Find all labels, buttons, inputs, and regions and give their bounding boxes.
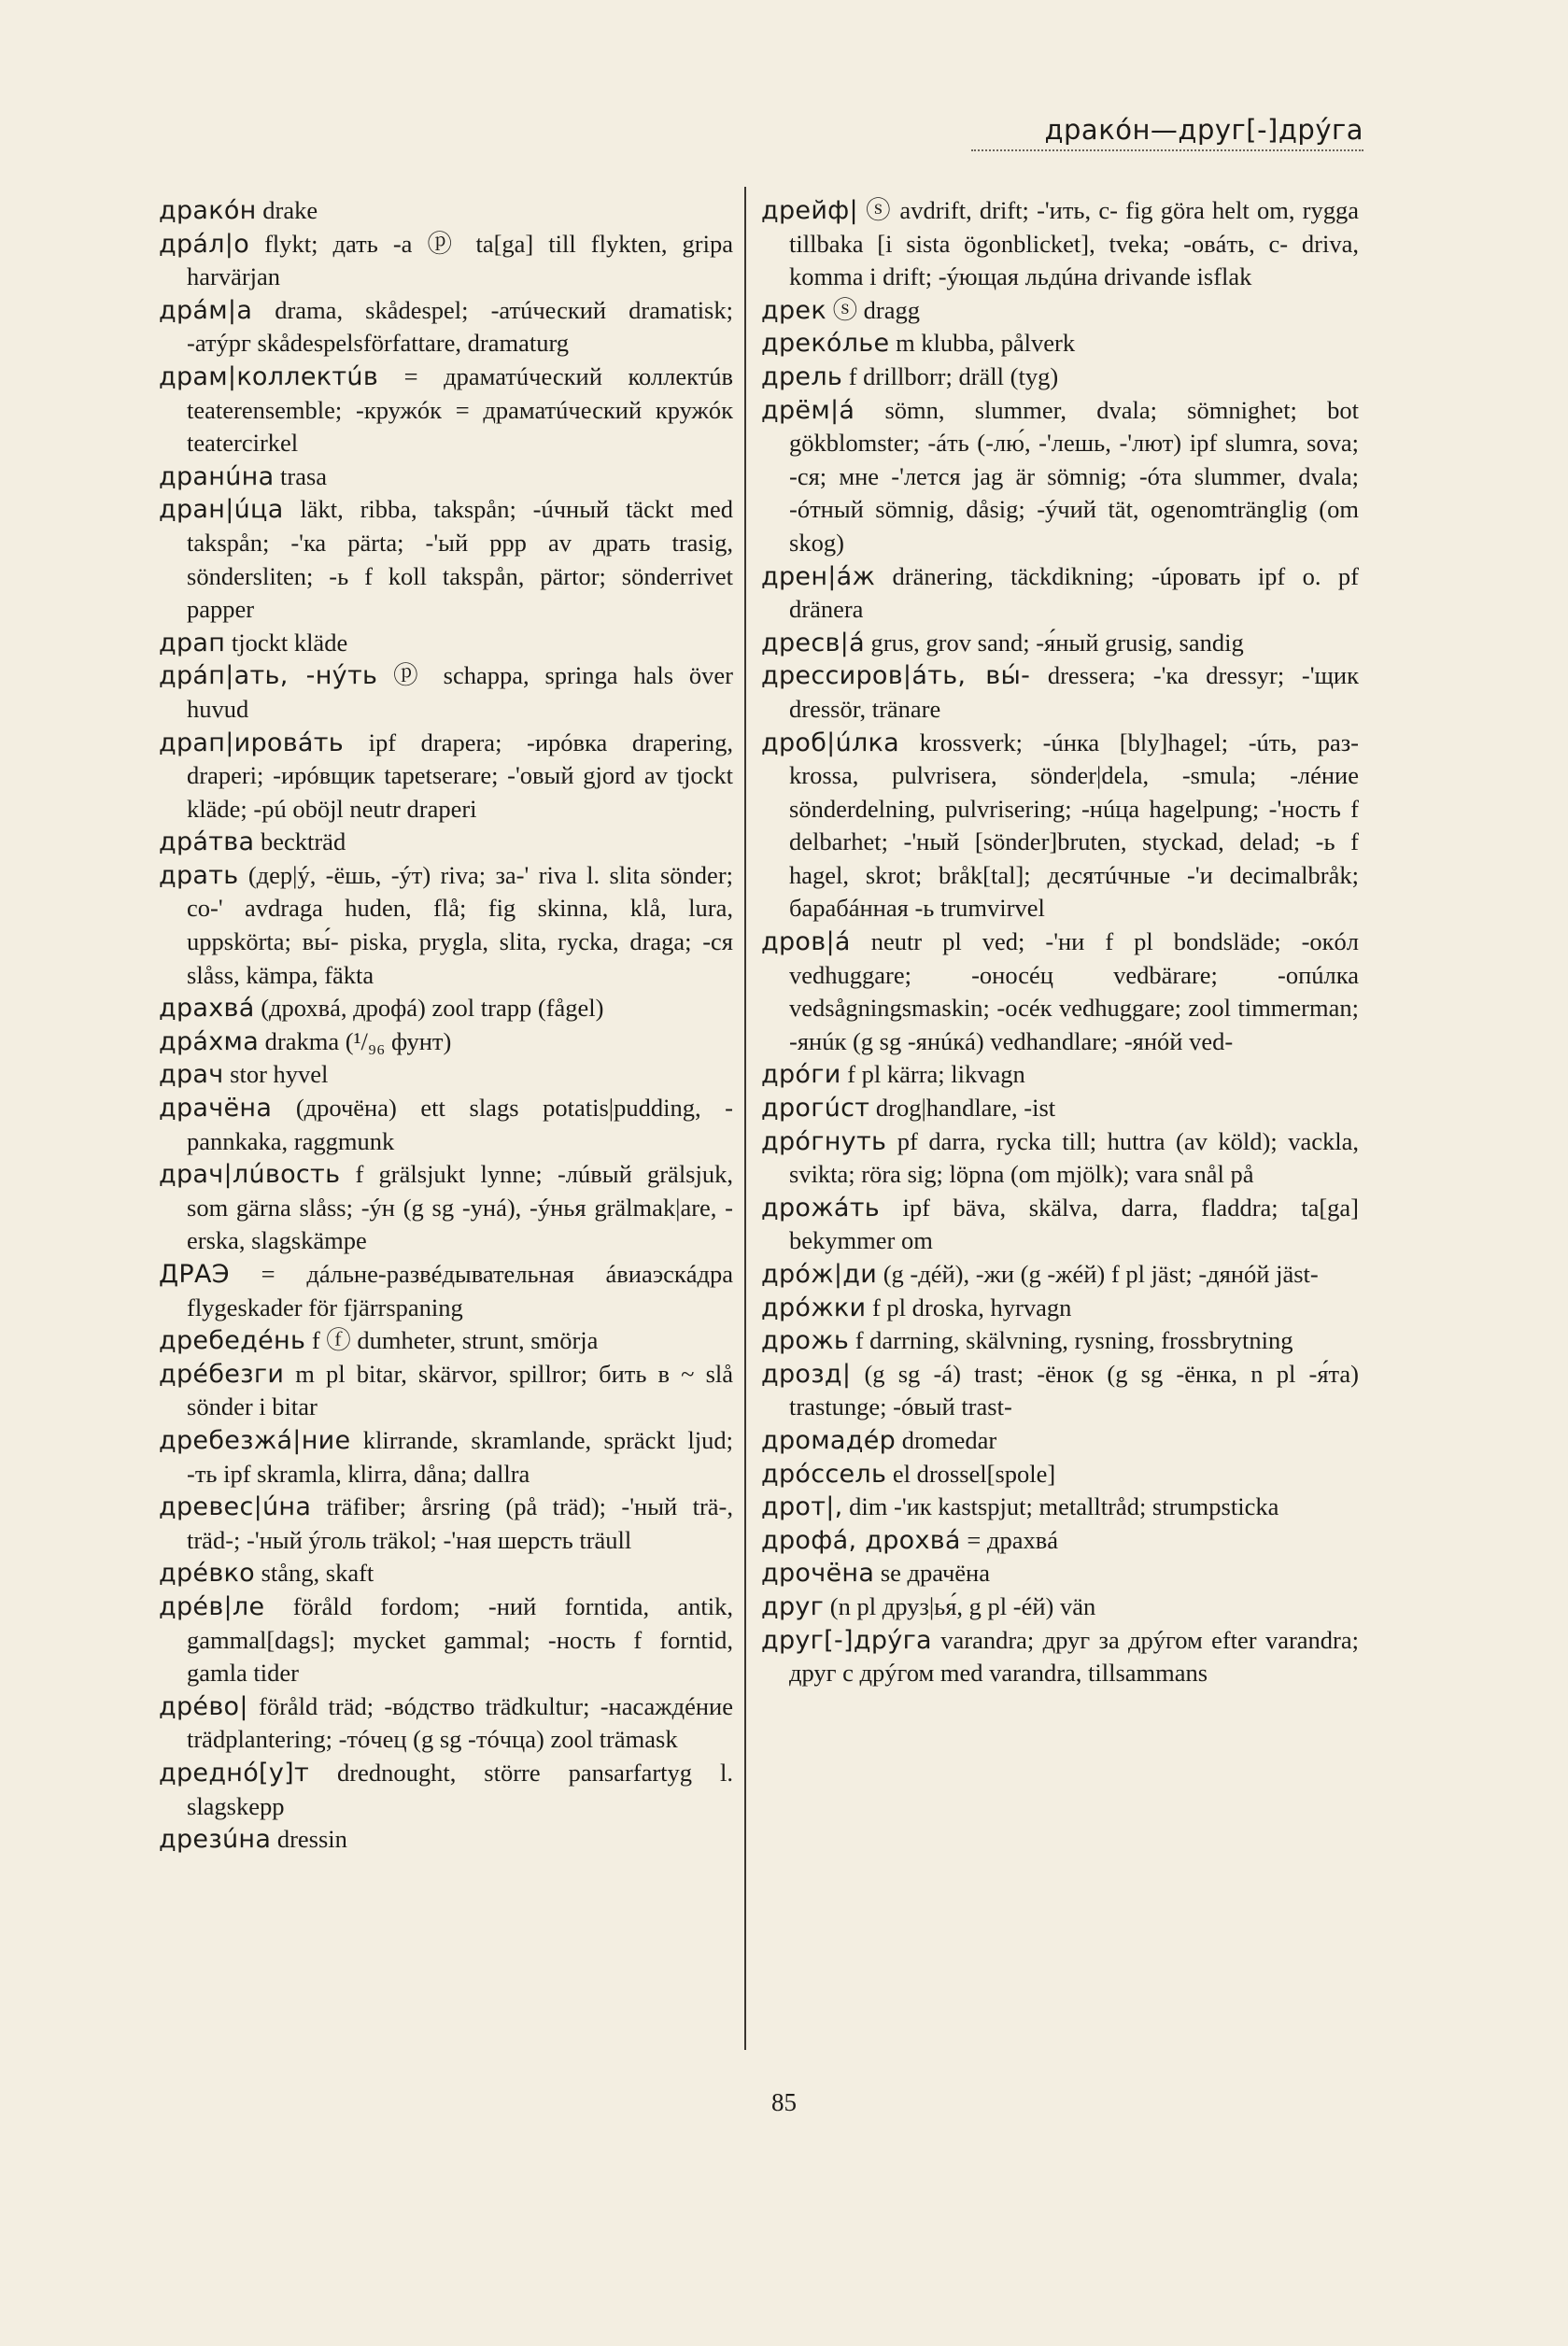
entry-headword: дрáхма [159,1026,260,1056]
dictionary-entry [761,926,1359,1058]
entry-headword: дрáп|ать, -нýть [159,661,378,691]
entry-definition: stång, skaft [261,1559,374,1588]
left-column [159,194,733,1857]
dictionary-entry [761,1557,1359,1590]
entry-headword: друг[-]дрýга [761,1625,932,1655]
dictionary-entry [159,1823,733,1857]
entry-headword: дрóгнуть [761,1126,887,1156]
dictionary-entry [761,1458,1359,1491]
entry-definition: dromedar [901,1425,997,1454]
entry-definition: flykt; дать -а ⓟ ta[ga] till flykten, gripa harvärjan [187,229,733,291]
dictionary-entry [761,194,1359,294]
entry-headword: дрогúст [761,1094,870,1124]
entry-headword: драхвá [159,994,255,1024]
entry-definition: drednought, större pansarfartyg l. slagskepp [187,1758,733,1820]
entry-headword: дрель [761,361,843,391]
dictionary-entry [159,194,733,228]
entry-definition: drake [262,196,318,224]
dictionary-entry [761,1058,1359,1092]
entry-headword: драп [159,628,226,657]
dictionary-entry [761,1192,1359,1258]
entry-definition: drakma (¹/₉₆ фунт) [264,1026,452,1055]
entry-definition: klirrande, skramlande, spräckt ljud; -ть ipf skramla, klirra, dåna; dallra [187,1425,733,1488]
entry-definition: = драматúческий коллектúв teaterensemble; -кружóк = драматúческий кружóк teatercirkel [187,361,734,458]
entry-definition: (g -дéй), -жи (g -жéй) f pl jäst; -дянóй jäst- [883,1260,1319,1288]
entry-definition: ⓟ schappa, springa hals över huvud [187,661,733,723]
entry-headword: древес|úна [159,1492,312,1522]
entry-headword: дрóги [761,1060,841,1090]
entry-headword: дрéв|ле [159,1591,265,1621]
entry-headword: драть [159,860,239,890]
dictionary-entry [761,1624,1359,1690]
entry-headword: дрéвко [159,1559,255,1589]
dictionary-entry [159,1757,733,1823]
dictionary-entry [159,1058,733,1092]
entry-definition: (дер|ý, -ёшь, -ýт) riva; за-' riva l. slita sönder; со-' avdraga huden, flå; fig skinna, klå, lura, uppskörta; вы́- piska, prygla, slita, rycka, draga; -ся slåss, kämpa, fäkta [187,860,734,989]
entry-headword: драч [159,1060,224,1090]
dictionary-entry [761,1292,1359,1325]
entry-definition: el drossel[spole] [892,1459,1056,1488]
entry-headword: драп|ировáть [159,728,345,757]
dictionary-entry [159,1324,733,1358]
dictionary-entry [761,394,1359,560]
entry-definition: f darrning, skälvning, rysning, frossbrytning [855,1326,1293,1355]
entry-definition: f ⓕ dumheter, strunt, smörja [311,1326,599,1355]
dictionary-entry [159,1158,733,1258]
dictionary-entry [761,1424,1359,1458]
entry-headword: дрессиров|áть, вы́- [761,661,1031,691]
entry-definition: = дáльне-развéдывательная áвиаэскáдра flygeskader för fjärrspaning [187,1260,734,1321]
entry-definition: tjockt kläde [231,628,348,657]
page-number: 85 [771,2088,797,2116]
entry-definition: f pl droska, hyrvagn [871,1293,1072,1321]
entry-definition: trasa [280,461,328,490]
entry-definition: drog|handlare, -ist [875,1094,1056,1123]
entry-definition: f grälsjukt lynne; -лúвый grälsjuk, som gärna slåss; -ýн (g sg -унá), -ýнья grälmak|are, -erska, slagskämpe [187,1160,733,1255]
entry-definition: dim -'ик kastspjut; metalltråd; strumpsticka [849,1492,1279,1521]
dictionary-entry [761,294,1359,328]
entry-headword: дромадéр [761,1425,897,1455]
dictionary-entry [159,1590,733,1690]
entry-headword: дрекóлье [761,329,890,359]
entry-headword: дроб|úлка [761,728,899,757]
dictionary-entry [159,1092,733,1158]
entry-headword: ДРАЭ [159,1260,230,1289]
entry-headword: дрофá, дрохвá [761,1525,961,1555]
entry-headword: дребезжá|ние [159,1425,351,1455]
entry-headword: дрáм|а [159,295,253,325]
running-head: дракóн—друг[-]дрýга [971,114,1363,151]
entry-headword: дрóж|ди [761,1260,878,1289]
dictionary-entry [761,1491,1359,1524]
entry-headword: дресв|á [761,628,865,657]
entry-definition: varandra; друг за дрýгом efter varandra; друг с дрýгом med varandra, tillsammans [789,1625,1360,1688]
entry-headword: дрейф| [761,196,858,225]
entry-definition: föråld fordom; -ний forntida, antik, gammal[dags]; mycket gammal; -ность f forntid, gamla tider [187,1591,733,1688]
dictionary-entry [159,294,733,360]
entry-headword: дрозд| [761,1359,852,1389]
entry-definition: läkt, ribba, takspån; -úчный täckt med takspån; -'ка pärta; -'ый ppp av драть trasig, söndersliten; -ь f koll takspån, pärtor; sönderrivet papper [187,495,733,624]
dictionary-entry [761,1258,1359,1292]
dictionary-entry [761,1524,1359,1558]
dictionary-entry [761,560,1359,627]
dictionary-entry [761,1324,1359,1358]
entry-headword: дранúна [159,461,275,491]
entry-headword: дрáтва [159,827,255,857]
entry-headword: драм|коллектúв [159,361,379,391]
dictionary-entry [159,1491,733,1557]
entry-headword: дракóн [159,196,257,225]
entry-definition: stor hyvel [230,1060,329,1089]
entry-headword: дрём|á [761,395,855,425]
dictionary-entry [761,360,1359,394]
dictionary-entry [159,460,733,494]
entry-definition: (n pl друз|ья́, g pl -éй) vän [829,1591,1096,1620]
dictionary-entry [159,1358,733,1424]
dictionary-entry [761,659,1359,726]
dictionary-entry [159,859,733,992]
entry-definition: ipf drapera; -ирóвка drapering, draperi; -ирóвщик tapetserare; -'овый gjord av tjockt kläde; -рú oböjl neutr draperi [187,728,734,823]
entry-definition: (дрохвá, дрофá) zool trapp (fågel) [261,994,604,1023]
entry-headword: дрéво| [159,1691,248,1721]
entry-headword: дрóжки [761,1293,867,1322]
dictionary-entry [159,1258,733,1324]
entry-definition: grus, grov sand; -я́ный grusig, sandig [870,628,1244,657]
column-divider [744,187,746,2050]
dictionary-entry [159,1557,733,1590]
dictionary-entry [159,992,733,1025]
entry-headword: дрезúна [159,1825,272,1855]
entry-definition: se драчёна [880,1559,990,1588]
entry-headword: дрот|, [761,1492,843,1522]
entry-headword: друг [761,1591,825,1621]
dictionary-entry [761,327,1359,360]
dictionary-entry [761,627,1359,660]
entry-definition: krossverk; -úнка [bly]hagel; -úть, раз- krossa, pulvrisera, sönder|dela, -smula; -лéние sönderdelning, pulvrisering; -нúца hagelpung; -'ность f delbarhet; -'ный [sönder]bruten, styckad, delad; -ь f hagel, skrot; bråk[tal]; десятúчные -'и decimalbråk; барабáнная -ь trumvirvel [789,728,1360,923]
entry-definition: sömn, slummer, dvala; sömnighet; bot gökblomster; -áть (-лю́, -'лешь, -'лют) ipf slumra, sova; -ся; мне -'лется jag är sömnig; -óта slummer, dvala; -óтный sömnig, dåsig; -ýчий tät, ogenomtränglig (om skog) [789,395,1359,557]
entry-definition: ⓢ dragg [832,295,921,324]
dictionary-entry [159,1690,733,1757]
dictionary-entry [761,1125,1359,1192]
entry-definition: träfiber; årsring (på träd); -'ный trä-, träd-; -'ный ýголь träkol; -'ная шерсть träull [187,1492,734,1554]
entry-headword: дрен|áж [761,561,876,591]
entry-headword: дрожáть [761,1193,880,1222]
dictionary-entry [159,493,733,626]
entry-headword: дребедéнь [159,1326,306,1356]
entry-headword: дрáл|о [159,229,250,259]
entry-headword: дрóссель [761,1459,887,1489]
entry-definition: f pl kärra; likvagn [847,1060,1025,1089]
dictionary-entry [761,1092,1359,1125]
entry-definition: dressera; -'ка dressyr; -'щик dressör, tränare [789,661,1359,723]
dictionary-entry [159,727,733,827]
entry-headword: дрек [761,295,826,325]
right-column [761,194,1359,1690]
dictionary-entry [159,659,733,726]
entry-definition: (g sg -á) trast; -ёнок (g sg -ёнка, n pl -я́та) trastunge; -óвый trast- [789,1359,1360,1421]
dictionary-entry [159,228,733,294]
entry-definition: m pl bitar, skärvor, spillror; бить в ~ slå sönder i bitar [187,1359,734,1421]
entry-definition: ipf bäva, skälva, darra, fladdra; ta[ga] bekymmer om [789,1193,1359,1255]
entry-headword: дреднó[у]т [159,1758,310,1788]
entry-headword: дран|úца [159,495,284,525]
entry-definition: drama, skådespel; -атúческий dramatisk; -атýрг skådespelsförfattare, dramaturg [187,295,733,358]
entry-headword: дров|á [761,927,851,957]
entry-definition: dressin [276,1825,347,1854]
dictionary-entry [159,826,733,859]
entry-headword: дрожь [761,1326,850,1356]
entry-definition: = драхвá [967,1525,1059,1554]
dictionary-entry [159,1424,733,1491]
entry-definition: dränering, täckdikning; -úровать ipf o. pf dränera [789,561,1359,624]
entry-definition: f drillborr; dräll (tyg) [848,361,1059,390]
entry-headword: драч|лúвость [159,1160,341,1190]
dictionary-entry [159,360,733,460]
entry-definition: m klubba, pålverk [896,329,1076,358]
entry-headword: дрочёна [761,1559,875,1589]
dictionary-entry [761,1358,1359,1424]
dictionary-entry [761,1590,1359,1624]
entry-definition: beckträd [260,827,346,856]
dictionary-entry [761,727,1359,926]
entry-headword: драчёна [159,1094,273,1124]
entry-definition: ⓢ avdrift, drift; -'ить, с- fig göra helt om, rygga tillbaka [i sista ögonblicket], tveka; -овáть, с- driva, komma i drift; -ýющая льдúна drivande isflak [789,196,1359,291]
entry-headword: дрéбезги [159,1359,285,1389]
entry-definition: pf darra, rycka till; huttra (av köld); vackla, svikta; röra sig; löpna (om mjölk); vara snål på [789,1126,1360,1189]
entry-definition: (дрочёна) ett slags potatis|pudding, -pannkaka, raggmunk [187,1094,733,1155]
entry-definition: föråld träd; -вóдство trädkultur; -насаждéние trädplantering; -тóчец (g sg -тóчца) zool trämask [187,1691,733,1754]
dictionary-entry [159,1025,733,1059]
entry-definition: neutr pl ved; -'ни f pl bondsläde; -окóл vedhuggare; -оносéц vedbärare; -опúлка vedsågningsmaskin; -осéк vedhuggare; zool timmerman; -янúк (g sg -янúкá) vedhandlare; -янóй ved- [789,927,1359,1055]
dictionary-entry [159,627,733,660]
